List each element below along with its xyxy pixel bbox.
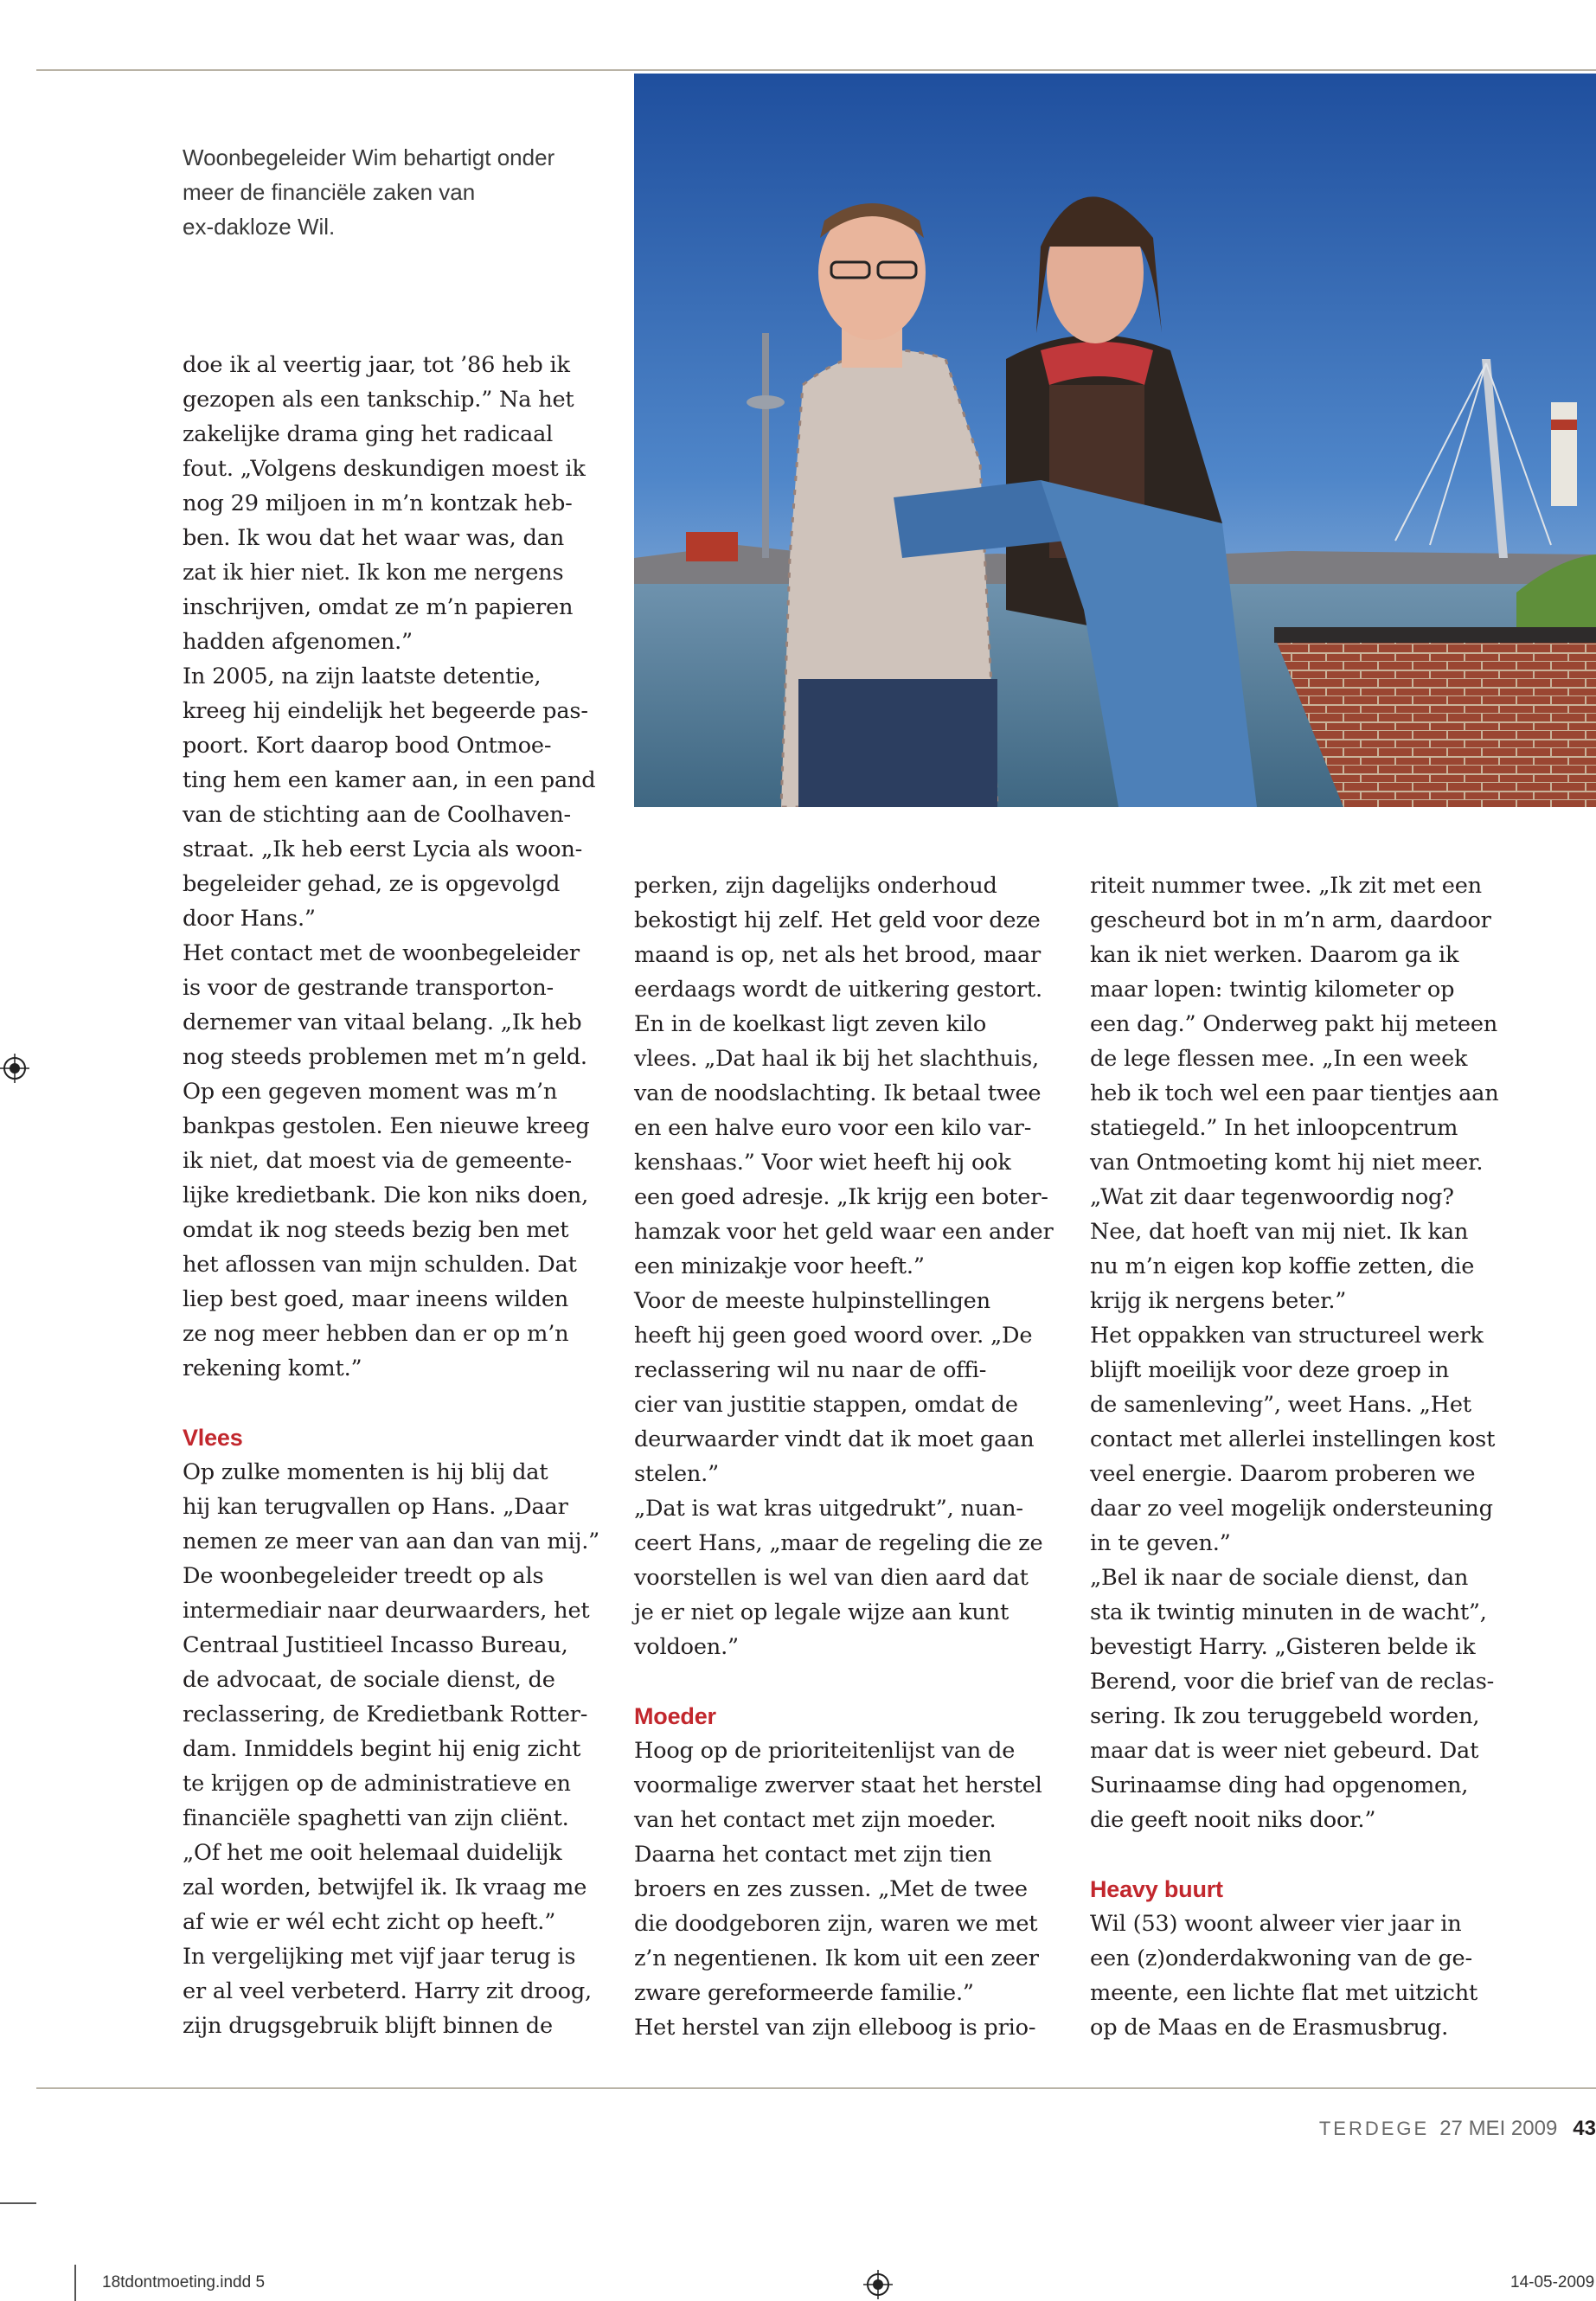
text-line: een (z)onderdakwoning van de ge- xyxy=(1090,1945,1472,1971)
text-line: zakelijke drama ging het radicaal xyxy=(183,421,554,447)
bottom-rule xyxy=(36,2087,1596,2089)
text-line: financiële spaghetti van zijn cliënt. xyxy=(183,1805,569,1831)
text-line: ting hem een kamer aan, in een pand xyxy=(183,767,596,793)
text-line: de advocaat, de sociale dienst, de xyxy=(183,1667,555,1693)
article-column-1 xyxy=(183,348,598,2043)
text-line: maar dat is weer niet gebeurd. Dat xyxy=(1090,1738,1479,1764)
text-line: „Bel ik naar de sociale dienst, dan xyxy=(1090,1565,1469,1591)
registration-mark-icon xyxy=(863,2270,893,2299)
text-line: die doodgeboren zijn, waren we met xyxy=(634,1911,1038,1937)
text-line: riteit nummer twee. „Ik zit met een xyxy=(1090,873,1482,899)
text-line: Daarna het contact met zijn tien xyxy=(634,1842,992,1868)
text-line: Op zulke momenten is hij blij dat xyxy=(183,1459,548,1485)
text-line: zal worden, betwijfel ik. Ik vraag me xyxy=(183,1875,587,1900)
text-line: veel energie. Daarom proberen we xyxy=(1090,1461,1476,1487)
text-line: stelen.” xyxy=(634,1461,720,1487)
text-line: af wie er wél echt zicht op heeft.” xyxy=(183,1909,556,1935)
text-line: ceert Hans, „maar de regeling die ze xyxy=(634,1530,1043,1556)
text-line: de samenleving”, weet Hans. „Het xyxy=(1090,1392,1471,1418)
text-line: liep best goed, maar ineens wilden xyxy=(183,1286,569,1312)
text-line: van de stichting aan de Coolhaven- xyxy=(183,802,571,828)
text-line: En in de koelkast ligt zeven kilo xyxy=(634,1011,987,1037)
text-line: die geeft nooit niks door.” xyxy=(1090,1807,1376,1833)
text-line: straat. „Ik heb eerst Lycia als woon- xyxy=(183,836,583,862)
issue-date: 27 MEI 2009 xyxy=(1439,2117,1558,2140)
text-line: blijft moeilijk voor deze groep in xyxy=(1090,1357,1450,1383)
text-line: bekostigt hij zelf. Het geld voor deze xyxy=(634,907,1041,933)
text-line: voldoen.” xyxy=(634,1634,739,1660)
text-line: zware gereformeerde familie.” xyxy=(634,1980,974,2006)
text-line: vlees. „Dat haal ik bij het slachthuis, xyxy=(634,1046,1039,1072)
text-line: van Ontmoeting komt hij niet meer. xyxy=(1090,1150,1484,1176)
text-line: lijke kredietbank. Die kon niks doen, xyxy=(183,1183,589,1208)
top-rule xyxy=(36,69,1596,71)
text-line: ze nog meer hebben dan er op m’n xyxy=(183,1321,569,1347)
text-line: hij kan terugvallen op Hans. „Daar xyxy=(183,1494,568,1520)
text-line: Hoog op de prioriteitenlijst van de xyxy=(634,1738,1016,1764)
text-line: van de noodslachting. Ik betaal twee xyxy=(634,1080,1042,1106)
text-line: De woonbegeleider treedt op als xyxy=(183,1563,544,1589)
text-line: In vergelijking met vijf jaar terug is xyxy=(183,1944,576,1970)
text-line: Het oppakken van structureel werk xyxy=(1090,1323,1484,1349)
text-line: krijg ik nergens beter.” xyxy=(1090,1288,1347,1314)
text-line: „Wat zit daar tegenwoordig nog? xyxy=(1090,1184,1454,1210)
text-line: ik niet, dat moest via de gemeente- xyxy=(183,1148,573,1174)
text-line: maand is op, net als het brood, maar xyxy=(634,942,1042,968)
text-line: dernemer van vitaal belang. „Ik heb xyxy=(183,1009,582,1035)
caption-line: meer de financiële zaken van xyxy=(183,179,476,205)
section-heading-moeder: Moeder xyxy=(634,1703,716,1729)
slug-date: 14-05-2009 xyxy=(1510,2273,1595,2291)
text-line: bankpas gestolen. Een nieuwe kreeg xyxy=(183,1113,590,1139)
text-line: Het contact met de woonbegeleider xyxy=(183,940,580,966)
text-line: intermediair naar deurwaarders, het xyxy=(183,1598,590,1624)
text-line: heb ik toch wel een paar tientjes aan xyxy=(1090,1080,1499,1106)
slug-filename: 18tdontmoeting.indd 5 xyxy=(102,2273,266,2291)
text-line: is voor de gestrande transporton- xyxy=(183,975,554,1001)
text-line: deurwaarder vindt dat ik moet gaan xyxy=(634,1426,1035,1452)
text-line: zijn drugsgebruik blijft binnen de xyxy=(183,2013,553,2039)
page-footer xyxy=(1319,2117,1596,2141)
registration-mark-icon xyxy=(0,1054,29,1083)
text-line: „Dat is wat kras uitgedrukt”, nuan- xyxy=(634,1496,1023,1522)
photo-caption xyxy=(183,140,606,244)
text-line: broers en zes zussen. „Met de twee xyxy=(634,1876,1028,1902)
text-line: maar lopen: twintig kilometer op xyxy=(1090,977,1455,1003)
text-line: „Of het me ooit helemaal duidelijk xyxy=(183,1840,562,1866)
caption-line: Woonbegeleider Wim behartigt onder xyxy=(183,144,555,170)
text-line: omdat ik nog steeds bezig ben met xyxy=(183,1217,569,1243)
text-line: voorstellen is wel van dien aard dat xyxy=(634,1565,1029,1591)
text-line: z’n negentienen. Ik kom uit een zeer xyxy=(634,1945,1039,1971)
text-line: er al veel verbeterd. Harry zit droog, xyxy=(183,1978,592,2004)
section-heading-heavy-buurt: Heavy buurt xyxy=(1090,1876,1223,1902)
text-line: reclassering, de Kredietbank Rotter- xyxy=(183,1702,588,1727)
article-column-2 xyxy=(634,868,1067,2045)
text-line: meente, een lichte flat met uitzicht xyxy=(1090,1980,1478,2006)
text-line: bevestigt Harry. „Gisteren belde ik xyxy=(1090,1634,1476,1660)
text-line: rekening komt.” xyxy=(183,1356,362,1381)
text-line: je er niet op legale wijze aan kunt xyxy=(634,1599,1010,1625)
text-line: een goed adresje. „Ik krijg een boter- xyxy=(634,1184,1048,1210)
text-line: begeleider gehad, ze is opgevolgd xyxy=(183,871,561,897)
text-line: doe ik al veertig jaar, tot ’86 heb ik xyxy=(183,352,570,378)
text-line: Wil (53) woont alweer vier jaar in xyxy=(1090,1911,1462,1937)
text-line: cier van justitie stappen, omdat de xyxy=(634,1392,1018,1418)
text-line: door Hans.” xyxy=(183,906,316,932)
text-line: Op een gegeven moment was m’n xyxy=(183,1079,558,1105)
text-line: Het herstel van zijn elleboog is prio- xyxy=(634,2015,1036,2041)
text-line: kenshaas.” Voor wiet heeft hij ook xyxy=(634,1150,1011,1176)
article-column-3 xyxy=(1090,868,1522,2045)
text-line: nog 29 miljoen in m’n kontzak heb- xyxy=(183,490,573,516)
text-line: nu m’n eigen kop koffie zetten, die xyxy=(1090,1253,1475,1279)
text-line: het aflossen van mijn schulden. Dat xyxy=(183,1252,577,1278)
text-line: gescheurd bot in m’n arm, daardoor xyxy=(1090,907,1491,933)
text-line: sta ik twintig minuten in de wacht”, xyxy=(1090,1599,1487,1625)
page-number: 43 xyxy=(1573,2117,1596,2140)
text-line: ben. Ik wou dat het waar was, dan xyxy=(183,525,564,551)
text-line: Centraal Justitieel Incasso Bureau, xyxy=(183,1632,568,1658)
text-line: perken, zijn dagelijks onderhoud xyxy=(634,873,997,899)
text-line: poort. Kort daarop bood Ontmoe- xyxy=(183,733,552,759)
crop-mark xyxy=(0,2202,36,2204)
slug-divider xyxy=(74,2265,76,2301)
text-line: reclassering wil nu naar de offi- xyxy=(634,1357,987,1383)
text-line: eerdaags wordt de uitkering gestort. xyxy=(634,977,1042,1003)
text-line: fout. „Volgens deskundigen moest ik xyxy=(183,456,586,482)
text-line: hadden afgenomen.” xyxy=(183,629,413,655)
text-line: heeft hij geen goed woord over. „De xyxy=(634,1323,1033,1349)
text-line: Nee, dat hoeft van mij niet. Ik kan xyxy=(1090,1219,1469,1245)
photo-wim-and-wil xyxy=(634,74,1596,807)
magazine-name: TERDEGE xyxy=(1318,2118,1430,2139)
text-line: hamzak voor het geld waar een ander xyxy=(634,1219,1054,1245)
text-line: dam. Inmiddels begint hij enig zicht xyxy=(183,1736,581,1762)
photo-illustration xyxy=(634,74,1596,807)
text-line: contact met allerlei instellingen kost xyxy=(1090,1426,1496,1452)
text-line: voormalige zwerver staat het herstel xyxy=(634,1772,1042,1798)
text-line: nog steeds problemen met m’n geld. xyxy=(183,1044,587,1070)
text-line: Berend, voor die brief van de reclas- xyxy=(1090,1669,1495,1695)
text-line: een dag.” Onderweg pakt hij meteen xyxy=(1090,1011,1498,1037)
text-line: In 2005, na zijn laatste detentie, xyxy=(183,663,542,689)
text-line: kan ik niet werken. Daarom ga ik xyxy=(1090,942,1459,968)
text-line: gezopen als een tankschip.” Na het xyxy=(183,387,574,413)
text-line: daar zo veel mogelijk ondersteuning xyxy=(1090,1496,1493,1522)
text-line: van het contact met zijn moeder. xyxy=(634,1807,997,1833)
text-line: sering. Ik zou teruggebeld worden, xyxy=(1090,1703,1480,1729)
text-line: op de Maas en de Erasmusbrug. xyxy=(1090,2015,1449,2041)
text-line: nemen ze meer van aan dan van mij.” xyxy=(183,1529,600,1554)
text-line: een minizakje voor heeft.” xyxy=(634,1253,925,1279)
caption-line: ex-dakloze Wil. xyxy=(183,214,336,240)
text-line: Surinaamse ding had opgenomen, xyxy=(1090,1772,1469,1798)
text-line: Voor de meeste hulpinstellingen xyxy=(634,1288,990,1314)
text-line: te krijgen op de administratieve en xyxy=(183,1771,571,1797)
section-heading-vlees: Vlees xyxy=(183,1425,243,1451)
text-line: en een halve euro voor een kilo var- xyxy=(634,1115,1032,1141)
text-line: inschrijven, omdat ze m’n papieren xyxy=(183,594,574,620)
text-line: statiegeld.” In het inloopcentrum xyxy=(1090,1115,1458,1141)
text-line: kreeg hij eindelijk het begeerde pas- xyxy=(183,698,588,724)
text-line: de lege flessen mee. „In een week xyxy=(1090,1046,1468,1072)
text-line: zat ik hier niet. Ik kon me nergens xyxy=(183,560,564,586)
text-line: in te geven.” xyxy=(1090,1530,1231,1556)
